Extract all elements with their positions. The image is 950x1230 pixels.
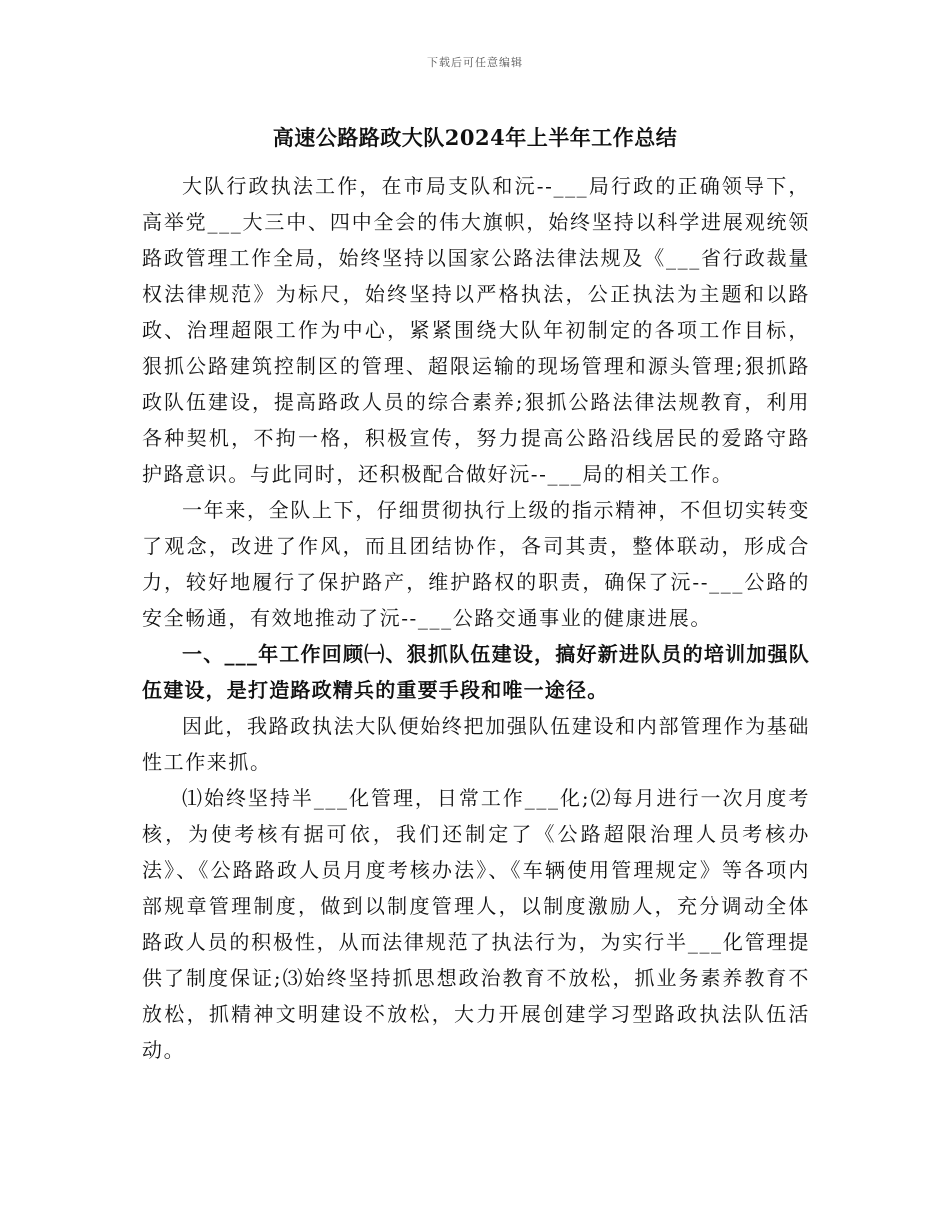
document-title: 高速公路路政大队2024年上半年工作总结: [272, 125, 678, 150]
paragraph-intro: 大队行政执法工作，在市局支队和沅--___局行政的正确领导下，高举党___大三中、四中全会的伟大旗帜，始终坚持以科学进展观统领路政管理工作全局，始终坚持以国家公路法律法规及《___省行政裁量权法律规范》为标尺，始终坚持以严格执法，公正执法为主题和以路政、治理超限工作为中心，紧紧围绕大队年初制定的各项工作目标，狠抓公路建筑控制区的管理、超限运输的现场管理和源头管理;狠抓路政队伍建设，提高路政人员的综合素养;狠抓公路法律法规教育，利用各种契机，不拘一格，积极宣传，努力提高公路沿线居民的爱路守路护路意识。与此同时，还积极配合做好沅--___局的相关工作。: [142, 174, 810, 486]
paragraph-management-measures: ⑴始终坚持半___化管理，日常工作___化;⑵每月进行一次月度考核，为使考核有据可依，我们还制定了《公路超限治理人员考核办法》、《公路路政人员月度考核办法》、《车辆使用管理规定》等各项内部规章管理制度，做到以制度管理人，以制度激励人，充分调动全体路政人员的积极性，从而法律规范了执法行为，为实行半___化管理提供了制度保证;⑶始终坚持抓思想政治教育不放松，抓业务素养教育不放松，抓精神文明建设不放松，大力开展创建学习型路政执法队伍活动。: [142, 786, 810, 1062]
page-header-note: 下载后可任意编辑: [427, 56, 523, 69]
paragraph-team-building: 因此，我路政执法大队便始终把加强队伍建设和内部管理作为基础性工作来抓。: [142, 714, 810, 774]
document-body: [142, 168, 810, 1068]
section-heading-review: 一、___年工作回顾㈠、狠抓队伍建设，搞好新进队员的培训加强队伍建设，是打造路政精兵的重要手段和唯一途径。: [142, 642, 810, 702]
paragraph-year-summary: 一年来，全队上下，仔细贯彻执行上级的指示精神，不但切实转变了观念，改进了作风，而且团结协作，各司其责，整体联动，形成合力，较好地履行了保护路产，维护路权的职责，确保了沅--___公路的安全畅通，有效地推动了沅--___公路交通事业的健康进展。: [142, 498, 810, 630]
